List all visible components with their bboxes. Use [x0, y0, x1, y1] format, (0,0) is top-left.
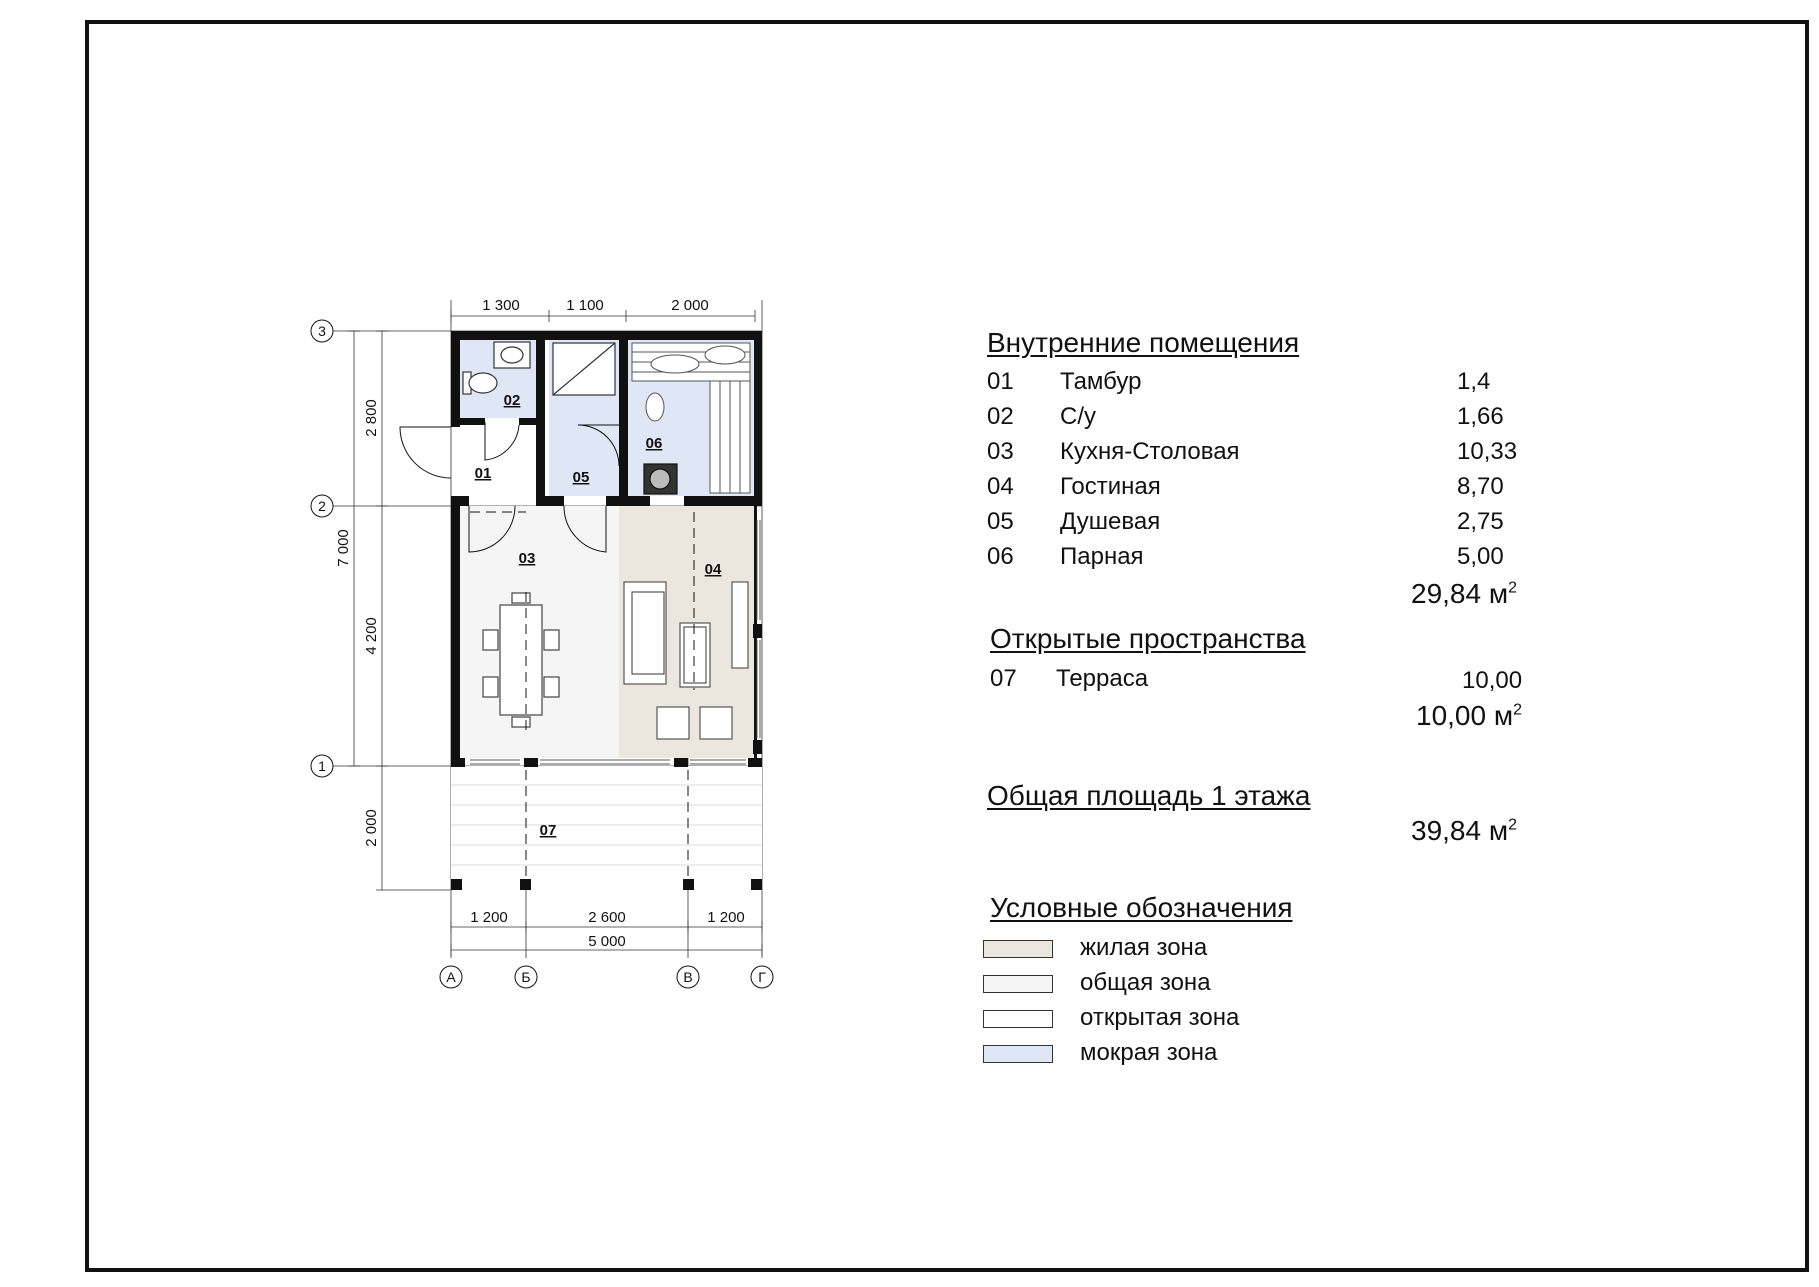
toilet-icon	[463, 372, 497, 394]
room-name: Гостиная	[1060, 473, 1161, 500]
open-spaces-heading: Открытые пространства	[990, 623, 1306, 654]
dim-bottom-total: 5 000	[588, 933, 626, 950]
floor-plan	[311, 297, 773, 988]
room-number: 04	[987, 473, 1014, 500]
room-number: 06	[987, 543, 1014, 570]
room-area: 1,4	[1457, 368, 1491, 395]
axis-row-label: 1	[318, 758, 326, 774]
room-area: 5,00	[1457, 543, 1504, 570]
axis-col-label: А	[446, 969, 456, 985]
axis-markers-cols	[440, 966, 773, 988]
legend-swatch	[983, 1010, 1053, 1028]
axis-row-label: 3	[318, 323, 326, 339]
room-tag: 06	[645, 435, 663, 452]
sink-icon	[494, 342, 530, 368]
axis-col-label: Б	[521, 969, 531, 985]
legend-label: жилая зона	[1080, 934, 1208, 961]
room-tag: 02	[503, 392, 521, 409]
dim-bottom: 1 200	[470, 909, 508, 926]
legend-swatch	[983, 1045, 1053, 1063]
legend-heading: Условные обозначения	[990, 892, 1293, 923]
room-fill-01	[459, 426, 536, 496]
interior-total	[1411, 578, 1517, 610]
dim-bottom: 2 600	[588, 909, 626, 926]
room-number: 01	[987, 368, 1014, 395]
room-number: 03	[987, 438, 1014, 465]
room-tag: 03	[518, 550, 536, 567]
dim-top: 1 100	[566, 297, 604, 314]
legend-swatch	[983, 975, 1053, 993]
open-spaces-total	[1416, 700, 1522, 732]
room-name: Тамбур	[1060, 368, 1142, 395]
tv-unit-icon	[732, 582, 748, 668]
floor-total-value: 39,84 м	[1411, 815, 1509, 846]
legend-label: мокрая зона	[1080, 1039, 1218, 1066]
floor-total	[1411, 815, 1517, 847]
coffee-table-icon	[680, 623, 710, 687]
room-tag: 07	[539, 822, 557, 839]
shower-tray-icon	[553, 343, 615, 395]
open-spaces-total-value: 10,00 м	[1416, 700, 1514, 731]
room-name: С/у	[1060, 403, 1096, 430]
room-name: Терраса	[1056, 665, 1149, 692]
open-spaces-total-sup: 2	[1513, 701, 1523, 719]
axis-markers-rows	[311, 320, 333, 777]
room-tag: 05	[572, 469, 590, 486]
room-name: Парная	[1060, 543, 1144, 570]
room-tag: 01	[474, 465, 492, 482]
sauna-stove-icon	[644, 464, 677, 494]
room-number: 05	[987, 508, 1014, 535]
room-area: 10,00	[1462, 667, 1523, 694]
room-name: Кухня-Столовая	[1060, 438, 1240, 465]
room-area: 8,70	[1457, 473, 1504, 500]
axis-row-label: 2	[318, 498, 326, 514]
interior-total-sup: 2	[1508, 579, 1518, 597]
room-area: 10,33	[1457, 438, 1518, 465]
dim-bottom: 1 200	[707, 909, 745, 926]
dim-top: 1 300	[482, 297, 520, 314]
sheet-frame	[87, 22, 1807, 1270]
room-number: 07	[990, 665, 1017, 692]
interior-heading: Внутренние помещения	[987, 327, 1300, 358]
dim-top: 2 000	[671, 297, 709, 314]
dim-left: 2 800	[363, 399, 380, 437]
room-fill-07	[451, 766, 762, 888]
floor-total-heading: Общая площадь 1 этажа	[987, 780, 1311, 811]
dim-left: 4 200	[363, 617, 380, 655]
legend-label: открытая зона	[1080, 1004, 1240, 1031]
sofa-icon	[624, 582, 666, 684]
room-area: 2,75	[1457, 508, 1504, 535]
dim-left-total: 7 000	[335, 529, 352, 567]
dim-left: 2 000	[363, 809, 380, 847]
axis-col-label: В	[683, 969, 693, 985]
interior-total-value: 29,84 м	[1411, 578, 1509, 609]
room-tag: 04	[704, 561, 722, 578]
room-area: 1,66	[1457, 403, 1504, 430]
legend-swatch	[983, 940, 1053, 958]
legend-label: общая зона	[1080, 969, 1211, 996]
floor-total-sup: 2	[1508, 816, 1518, 834]
room-name: Душевая	[1060, 508, 1161, 535]
axis-col-label: Г	[758, 969, 766, 985]
room-number: 02	[987, 403, 1014, 430]
